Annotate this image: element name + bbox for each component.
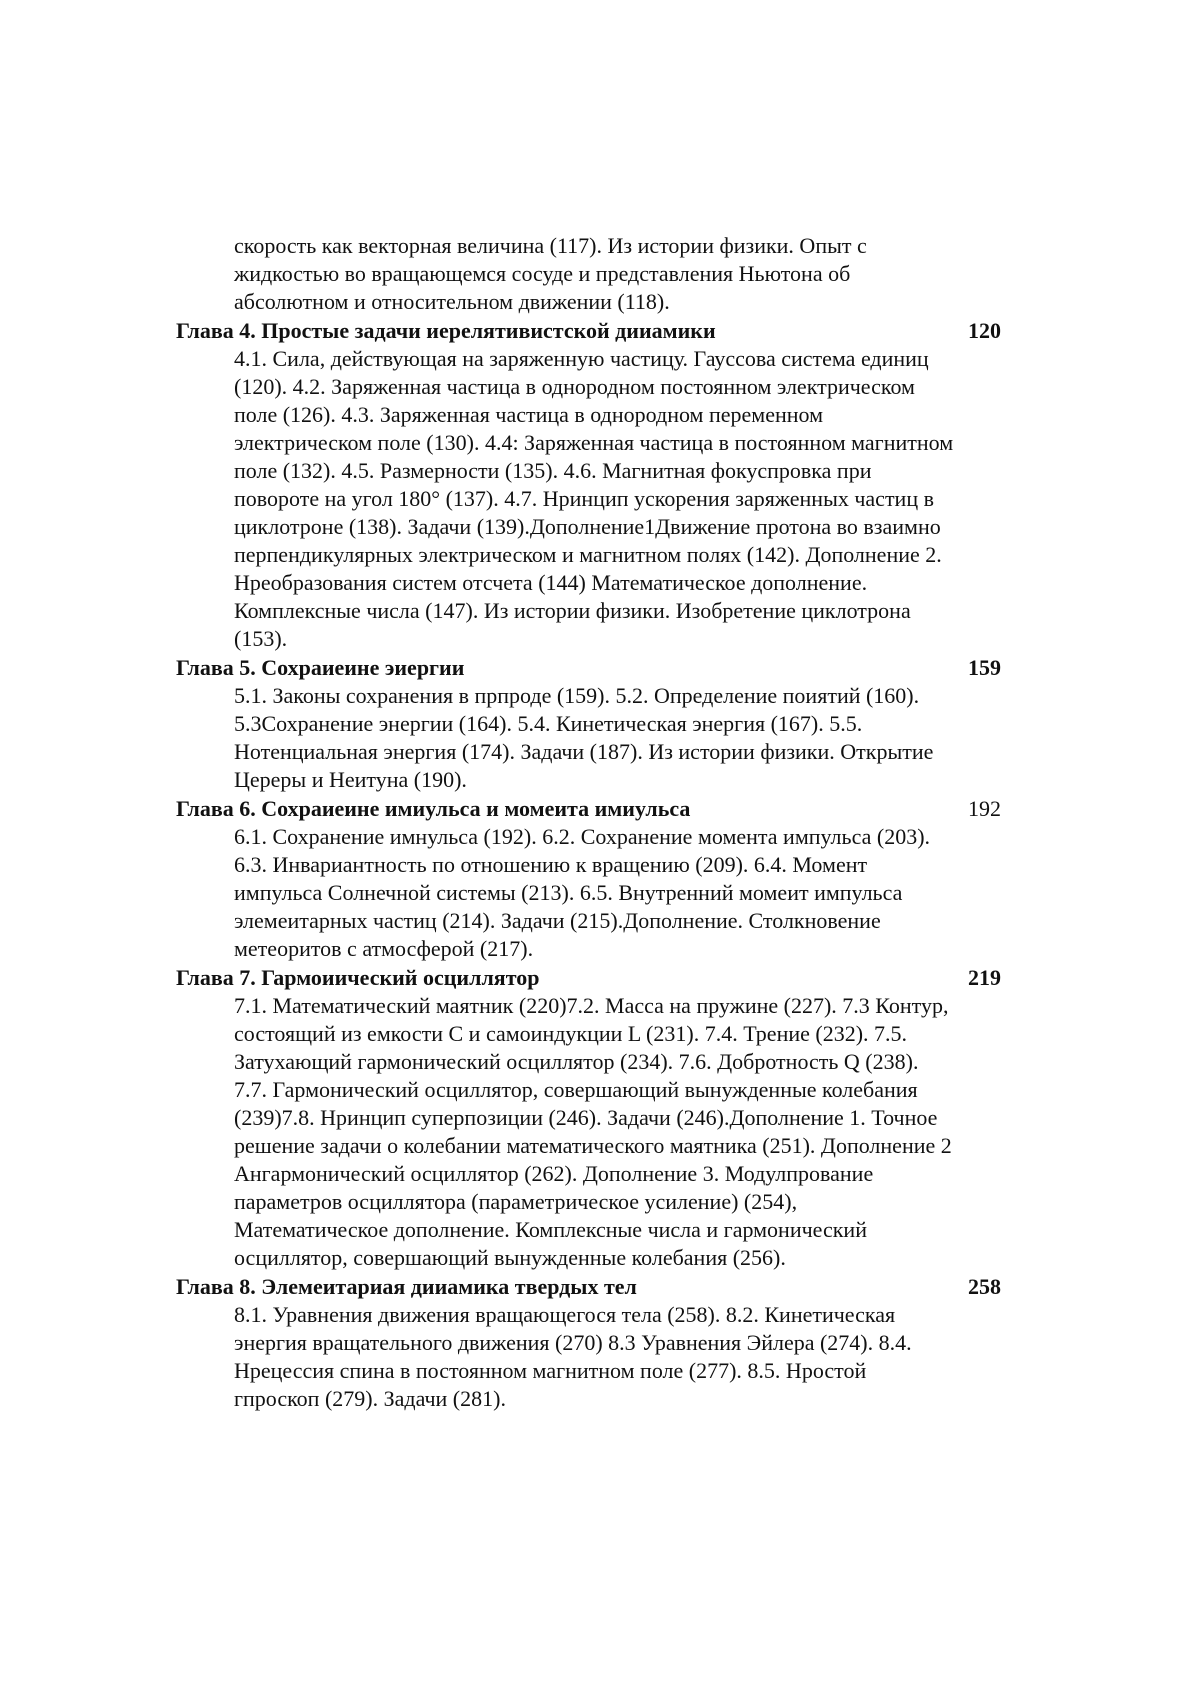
chapter-heading xyxy=(176,1273,1001,1301)
chapter-title: Глава 7. Гармоиический осциллятор xyxy=(176,965,540,990)
chapter-8-entry xyxy=(176,1273,1001,1413)
chapter-heading xyxy=(176,654,1001,682)
chapter-heading xyxy=(176,964,1001,992)
chapter-page-number: 258 xyxy=(968,1274,1001,1299)
continued-entry-text: скорость как векторная величина (117). Из истории физики. Опыт с жидкостью во вращающемся сосуде и представления Ньютона об абсолютном и относительном движении (118). xyxy=(234,233,867,314)
chapter-title: Глава 6. Сохраиеине имиульса и момеита имиульса xyxy=(176,796,691,821)
chapter-page-number: 120 xyxy=(968,318,1001,343)
chapter-contents: 5.1. Законы сохранения в прпроде (159). 5.2. Определение поиятий (160). 5.3Сохранение энергии (164). 5.4. Кинетическая энергия (167). 5.5. Нотенциальная энергия (174). Задачи (187). Из истории физики. Открытие Цереры и Неитуна (190). xyxy=(234,683,934,792)
chapter-contents: 6.1. Сохранение имнульса (192). 6.2. Сохранение момента импульса (203). 6.3. Инвариантность по отношению к вращению (209). 6.4. Момент импульса Солнечной системы (213). 6.5. Внутренний момеит импульса элемеитарных частиц (214). Задачи (215).Дополнение. Столкновение метеоритов с атмосферой (217). xyxy=(234,824,931,961)
chapter-page-number: 159 xyxy=(968,655,1001,680)
chapter-contents: 7.1. Математический маятник (220)7.2. Масса на пружине (227). 7.3 Контур, состоящий из емкости С и самоиндукции L (231). 7.4. Трение (232). 7.5. Затухающий гармонический осциллятор (234). 7.6. Добротность Q (238). 7.7. Гармонический осциллятор, совершающий вынужденные колебания (239)7.8. Нринцип суперпозиции (246). Задачи (246).Дополнение 1. Точное решение задачи о колебании математического маятника (251). Дополнение 2 Ангармонический осциллятор (262). Дополнение 3. Модулпрование параметров осциллятора (параметрическое усиление) (254), Математическое дополнение. Комплексные числа и гармонический осциллятор, совершающий вынужденные колебания (256). xyxy=(234,993,952,1270)
chapter-page-number: 219 xyxy=(968,965,1001,990)
chapter-4-entry xyxy=(176,317,1001,653)
chapter-5-entry xyxy=(176,654,1001,794)
chapter-heading xyxy=(176,795,1001,823)
table-of-contents xyxy=(176,232,1001,1413)
chapter-contents: 4.1. Сила, действующая на заряженную частицу. Гауссова система единиц (120). 4.2. Заряженная частица в однородном постоянном электрическом поле (126). 4.3. Заряженная частица в однородном переменном электрическом поле (130). 4.4: Заряженная частица в постоянном магнитном поле (132). 4.5. Размерности (135). 4.6. Магнитная фокуспровка при повороте на угол 180° (137). 4.7. Нринцип ускорения заряженных частиц в циклотроне (138). Задачи (139).Дополнение1Движение протона во взаимно перпендикулярных электрическом и магнитном полях (142). Дополнение 2. Нреобразования систем отсчета (144) Математическое дополнение. Комплексные числа (147). Из истории физики. Изобретение циклотрона (153). xyxy=(234,346,954,651)
chapter-title: Глава 5. Сохраиеине эиергии xyxy=(176,655,465,680)
chapter-title: Глава 4. Простые задачи иерелятивистской дииамики xyxy=(176,318,716,343)
chapter-7-entry xyxy=(176,964,1001,1272)
chapter-contents: 8.1. Уравнения движения вращающегося тела (258). 8.2. Кинетическая энергия вращательного движения (270) 8.3 Уравнения Эйлера (274). 8.4. Нрецессия спина в постоянном магнитном поле (277). 8.5. Нростой гпроскоп (279). Задачи (281). xyxy=(234,1302,912,1411)
chapter-heading xyxy=(176,317,1001,345)
chapter-page-number: 192 xyxy=(968,796,1001,821)
chapter-6-entry xyxy=(176,795,1001,963)
chapter-title: Глава 8. Элемеитариая дииамика твердых тел xyxy=(176,1274,637,1299)
